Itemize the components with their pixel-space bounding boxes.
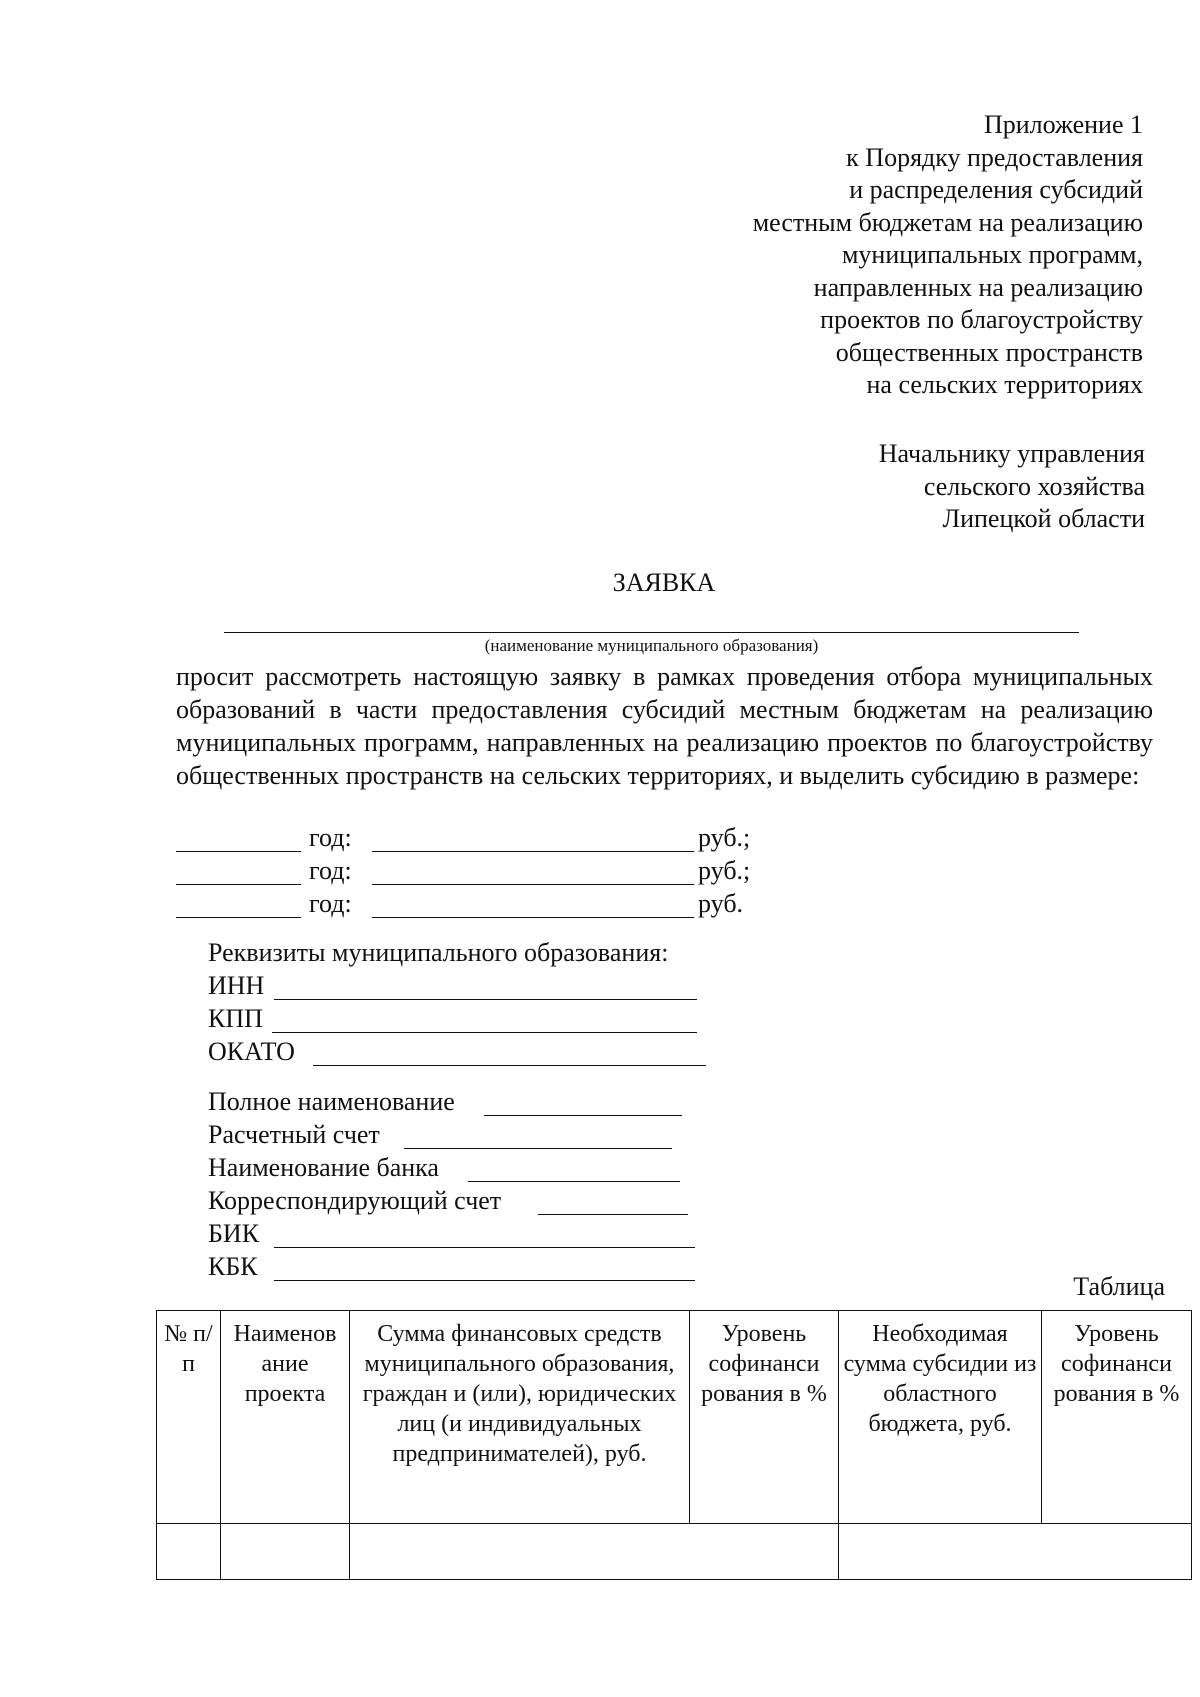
requisites-heading [208,938,768,971]
header-num: № п/п [157,1311,221,1524]
year-label: год: [309,856,352,885]
year-blank [176,884,301,885]
appendix-line: общественных пространств [835,337,1143,367]
header-project-name: Наименов ание проекта [221,1311,350,1524]
bik-row [208,1219,768,1252]
inn-blank [274,999,697,1000]
corr-account-label: Корреспондирующий счет [208,1186,502,1215]
kpp-label: КПП [208,1004,263,1033]
kpp-blank [272,1032,697,1033]
okato-blank [313,1065,706,1066]
addressee-line: Начальнику управления [878,439,1145,468]
table-row [157,1524,1192,1580]
bik-label: БИК [208,1219,260,1248]
okato-row [208,1037,768,1070]
account-row [208,1120,768,1153]
municipality-name-line [224,632,1079,633]
addressee-block [685,438,1145,536]
account-label: Расчетный счет [208,1120,380,1149]
amount-blank [372,884,694,885]
bank-name-row [208,1153,768,1186]
appendix-line: Приложение 1 [983,110,1143,139]
inn-row [208,971,768,1004]
year-row [176,889,876,921]
full-name-row [208,1087,768,1120]
amount-blank [372,851,694,852]
year-blank [176,917,301,918]
full-name-label: Полное наименование [208,1087,455,1116]
appendix-header [583,109,1143,402]
municipality-name-caption: (наименование муниципального образования) [484,636,819,655]
appendix-line: и распределения субсидий [849,175,1143,204]
appendix-line: местным бюджетам на реализацию [752,207,1143,237]
appendix-line: муниципальных программ, [841,240,1143,269]
table-caption: Таблица [1073,1272,1165,1301]
document-title: ЗАЯВКА [612,568,716,597]
appendix-line: проектов по благоустройству [820,305,1143,334]
currency-label: руб.; [698,823,751,852]
funding-table [156,1310,1192,1580]
kbk-row [208,1252,768,1285]
inn-label: ИНН [208,971,265,1000]
bank-name-blank [468,1181,680,1182]
year-label: год: [309,889,352,918]
currency-label: руб.; [698,856,751,885]
appendix-line: к Порядку предоставления [846,142,1143,172]
header-cofinancing-level-2: Уровень софинанси рования в % [1042,1311,1192,1524]
amount-blank [372,917,694,918]
full-name-blank [484,1115,682,1116]
okato-label: ОКАТО [208,1037,295,1066]
request-paragraph: просит рассмотреть настоящую заявку в рамках проведения отбора муниципальных образований в части предоставления субсидий местным бюджетам на реализацию муниципальных программ, направленных на реализацию проектов по благоустройству общественных пространств на сельских территориях, и выделить субсидию в размере: [176,662,1153,790]
table-header-row [157,1311,1192,1524]
appendix-line: направленных на реализацию [813,272,1143,302]
table-cell [839,1524,1192,1580]
kbk-label: КБК [208,1252,258,1281]
year-row [176,856,876,888]
corr-account-row [208,1186,768,1219]
header-funds: Сумма финансовых средств муниципального образования, граждан и (или), юридических лиц (и индивидуальных предпринимателей), руб. [350,1311,690,1524]
currency-label: руб. [698,889,744,918]
requisites-heading-text: Реквизиты муниципального образования: [208,938,669,967]
bik-blank [274,1247,695,1248]
kbk-blank [274,1280,695,1281]
kpp-row [208,1004,768,1037]
table-cell [350,1524,839,1580]
addressee-line: сельского хозяйства [923,471,1145,501]
table-cell [157,1524,221,1580]
year-label: год: [309,823,352,852]
bank-name-label: Наименование банка [208,1153,439,1182]
account-blank [404,1148,672,1149]
year-row [176,823,876,855]
header-cofinancing-level: Уровень софинанси рования в % [690,1311,839,1524]
header-subsidy: Необходимая сумма субсидии из областного бюджета, руб. [839,1311,1042,1524]
year-blank [176,851,301,852]
addressee-line: Липецкой области [942,504,1145,533]
table-cell [221,1524,350,1580]
appendix-line: на сельских территориях [866,370,1143,399]
corr-account-blank [538,1214,688,1215]
